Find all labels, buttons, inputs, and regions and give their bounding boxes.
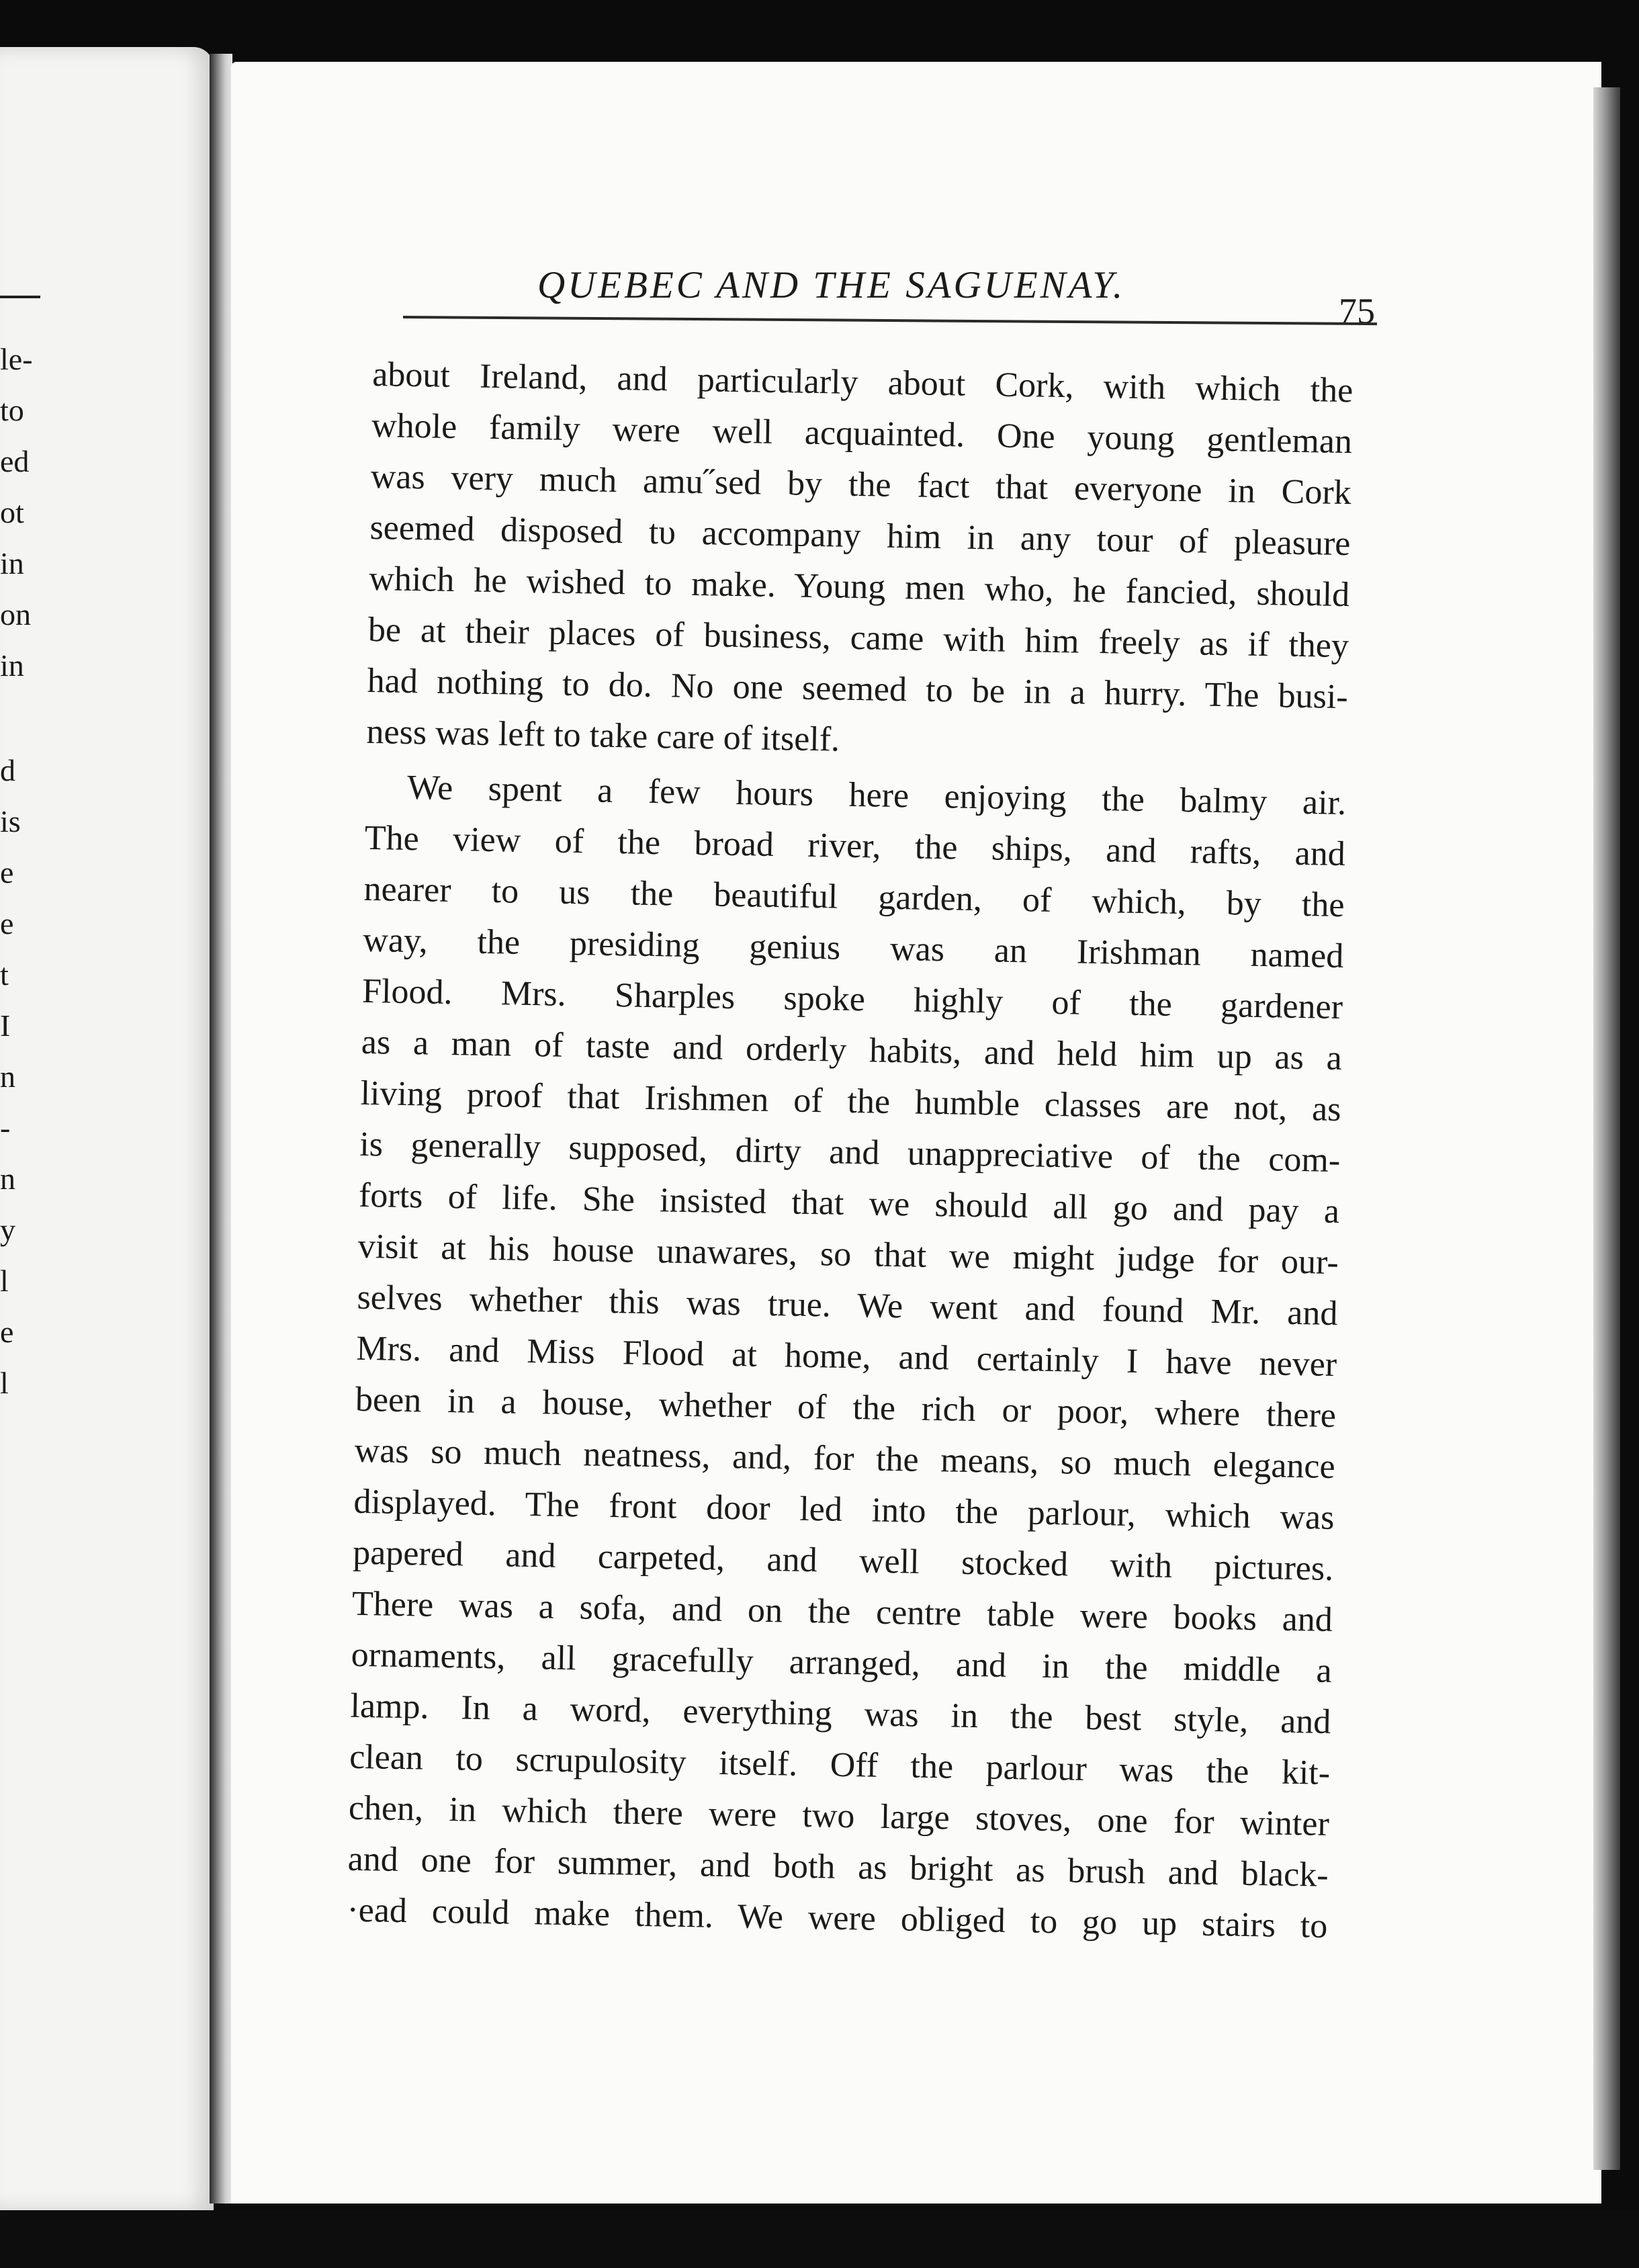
- paragraph: [366, 349, 1354, 774]
- left-page: [0, 47, 214, 2210]
- header-rule: [403, 316, 1377, 325]
- left-page-fragment: d: [0, 753, 15, 787]
- page-header: [403, 263, 1377, 331]
- left-page-fragment: e: [0, 906, 14, 941]
- text-line: as a man of taste and orderly habits, and held him up as a: [361, 1022, 1343, 1078]
- left-page-fragment: -: [0, 1110, 11, 1145]
- text-line: lamp. In a word, everything was in the best style, and: [350, 1686, 1331, 1741]
- text-line: about Ireland, and particularly about Cork, with which the: [371, 355, 1354, 410]
- left-page-fragment: ed: [0, 444, 30, 478]
- text-line: ·ead could make them. We were obliged to go up stairs to: [347, 1890, 1328, 1946]
- text-line: be at their places of business, came with him freely as if they: [367, 610, 1349, 666]
- left-page-fragment: n: [0, 1162, 15, 1196]
- body-text: [347, 349, 1354, 1952]
- paragraph: [347, 762, 1347, 1952]
- left-page-fragment: ot: [0, 495, 24, 529]
- text-line: papered and carpeted, and well stocked with pictures.: [352, 1533, 1334, 1588]
- text-line: whole family were well acquainted. One young gentleman: [371, 406, 1353, 462]
- left-page-fragment: le-: [0, 342, 33, 376]
- text-line: is generally supposed, dirty and unappreciative of the com-: [359, 1125, 1341, 1180]
- page-edge-shadow: [1593, 87, 1620, 2170]
- text-line: nearer to us the beautiful garden, of which, by the: [363, 869, 1345, 925]
- left-page-fragment: e: [0, 855, 14, 889]
- text-line: ness was left to take care of itself.: [366, 712, 840, 759]
- left-page-fragment: n: [0, 1059, 15, 1094]
- text-line: visit at his house unawares, so that we might judge for our-: [357, 1227, 1339, 1282]
- text-line: living proof that Irishmen of the humble classes are not, as: [360, 1074, 1341, 1129]
- left-page-fragment: l: [0, 1366, 9, 1400]
- text-line: was so much neatness, and, for the means, so much elegance: [354, 1431, 1336, 1486]
- text-line: forts of life. She insisted that we should all go and pay a: [358, 1176, 1340, 1231]
- book-gutter: [210, 54, 232, 2204]
- scan-bottom-edge: [0, 2210, 1639, 2268]
- text-line: Flood. Mrs. Sharples spoke highly of the gardener: [361, 971, 1343, 1027]
- left-page-fragment: t: [0, 957, 9, 992]
- left-page-fragment: in: [0, 648, 24, 683]
- text-line: chen, in which there were two large stoves, one for winter: [348, 1788, 1330, 1843]
- text-line: The view of the broad river, the ships, and rafts, and: [364, 818, 1346, 874]
- text-line: been in a house, whether of the rich or poor, where there: [355, 1380, 1337, 1435]
- left-page-fragment: y: [0, 1213, 15, 1247]
- page-number: 75: [1339, 291, 1375, 331]
- text-line: way, the presiding genius was an Irishman named: [362, 920, 1344, 976]
- text-line: was very much amu˝sed by the fact that everyone in Cork: [370, 457, 1352, 513]
- left-page-fragment: e: [0, 1315, 14, 1349]
- text-line: which he wished to make. Young men who, he fancied, should: [368, 559, 1350, 615]
- running-head: QUEBEC AND THE SAGUENAY.: [537, 264, 1126, 306]
- left-page-fragment: on: [0, 597, 31, 631]
- text-line: There was a sofa, and on the centre table were books and: [351, 1584, 1333, 1639]
- left-page-fragment: is: [0, 804, 21, 838]
- text-line: We spent a few hours here enjoying the balmy air.: [406, 768, 1347, 823]
- left-page-fragment: to: [0, 393, 24, 427]
- left-page-rule: [0, 296, 40, 298]
- text-line: and one for summer, and both as bright as brush and black-: [347, 1839, 1329, 1894]
- text-line: seemed disposed tυ accompany him in any tour of pleasure: [369, 508, 1351, 564]
- left-page-fragment: I: [0, 1008, 11, 1043]
- text-line: displayed. The front door led into the parlour, which was: [353, 1482, 1335, 1537]
- text-line: ornaments, all gracefully arranged, and in the middle a: [351, 1635, 1333, 1690]
- left-page-fragment: l: [0, 1264, 9, 1298]
- text-line: had nothing to do. No one seemed to be in a hurry. The busi-: [367, 661, 1349, 717]
- text-line: clean to scrupulosity itself. Off the parlour was the kit-: [349, 1737, 1331, 1792]
- left-page-fragment: in: [0, 546, 24, 580]
- text-line: Mrs. and Miss Flood at home, and certainly I have never: [355, 1329, 1337, 1384]
- text-line: selves whether this was true. We went and found Mr. and: [357, 1278, 1338, 1334]
